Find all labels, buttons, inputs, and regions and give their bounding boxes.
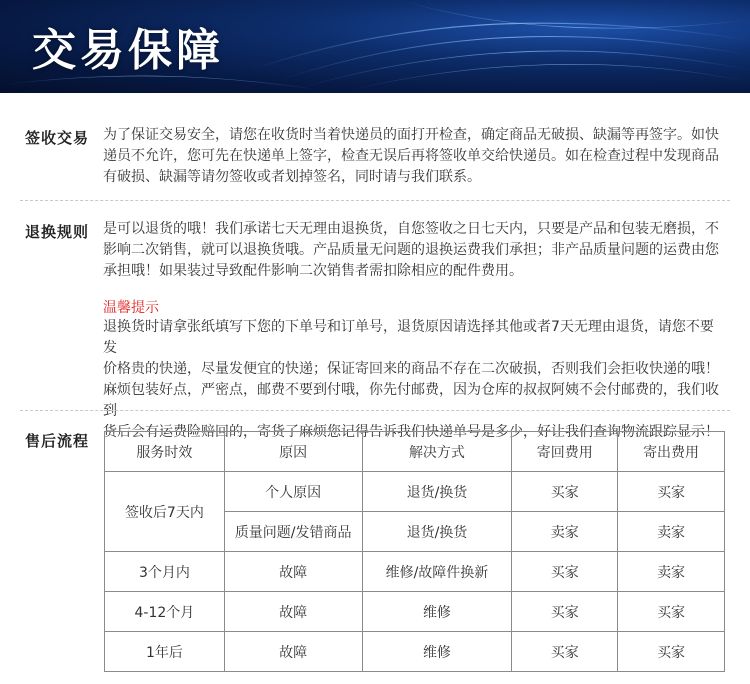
section-divider — [20, 200, 730, 201]
header-cell: 寄回费用 — [512, 432, 618, 472]
table-cell: 买家 — [618, 632, 725, 672]
table-cell: 卖家 — [618, 552, 725, 592]
header-cell: 解决方式 — [362, 432, 512, 472]
table-header-row — [105, 432, 725, 472]
aftersale-section-label: 售后流程 — [25, 432, 90, 450]
warm-tip-paragraph — [103, 317, 725, 443]
table-cell: 维修/故障件换新 — [362, 552, 512, 592]
warm-tip-title: 温馨提示 — [103, 300, 159, 316]
table-cell: 故障 — [224, 632, 362, 672]
table-cell: 买家 — [512, 472, 618, 512]
table-cell: 故障 — [224, 552, 362, 592]
table-cell: 卖家 — [512, 512, 618, 552]
table-cell: 买家 — [512, 592, 618, 632]
table-cell: 卖家 — [618, 512, 725, 552]
period-cell: 签收后7天内 — [105, 472, 225, 552]
tip-line: 货后会有运费险赔回的，寄货了麻烦您记得告诉我们快递单号是多少，好让我们查询物流跟踪显示！ — [103, 424, 719, 440]
tip-line: 退换货时请拿张纸填写下您的下单号和订单号，退货原因请选择其他或者7天无理由退货，请您不要发 — [103, 319, 714, 356]
table-row — [105, 472, 725, 512]
table-cell: 个人原因 — [224, 472, 362, 512]
period-cell: 4-12个月 — [105, 592, 225, 632]
table-cell: 维修 — [362, 632, 512, 672]
table-cell: 质量问题/发错商品 — [224, 512, 362, 552]
table-cell: 买家 — [512, 552, 618, 592]
table-row — [105, 632, 725, 672]
header-cell: 原因 — [224, 432, 362, 472]
sign-line: 递员不允许，您可先在快递单上签字，检查无误后再将签收单交给快递员。如在检查过程中发现商品 — [103, 148, 719, 164]
sign-line: 有破损、缺漏等请勿签收或者划掉签名，同时请与我们联系。 — [103, 169, 481, 185]
table-cell: 维修 — [362, 592, 512, 632]
tip-line: 麻烦包装好点，严密点，邮费不要到付哦，你先付邮费，因为仓库的叔叔阿姨不会付邮费的，我们收到 — [103, 382, 719, 419]
aftersale-table — [104, 431, 725, 672]
table-cell: 退货/换货 — [362, 512, 512, 552]
header-cell: 服务时效 — [105, 432, 225, 472]
returns-paragraph — [103, 219, 725, 282]
sign-paragraph — [103, 125, 725, 188]
table-cell: 买家 — [512, 632, 618, 672]
sign-section-label: 签收交易 — [25, 129, 90, 147]
header-banner — [0, 0, 750, 93]
header-cell: 寄出费用 — [618, 432, 725, 472]
returns-line: 是可以退货的哦！我们承诺七天无理由退换货，自您签收之日七天内，只要是产品和包装无磨损，不 — [103, 221, 719, 237]
table-cell: 买家 — [618, 592, 725, 632]
tip-line: 价格贵的快递，尽量发便宜的快递；保证寄回来的商品不存在二次破损，否则我们会拒收快递的哦！ — [103, 361, 719, 377]
page-title: 交易保障 — [32, 25, 224, 76]
table-cell: 故障 — [224, 592, 362, 632]
sign-line: 为了保证交易安全，请您在收货时当着快递员的面打开检查，确定商品无破损、缺漏等再签字。如快 — [103, 127, 719, 143]
table-row — [105, 592, 725, 632]
period-cell: 3个月内 — [105, 552, 225, 592]
table-row — [105, 552, 725, 592]
period-cell: 1年后 — [105, 632, 225, 672]
section-divider — [20, 410, 730, 411]
returns-line: 影响二次销售，就可以退换货哦。产品质量无问题的退换运费我们承担；非产品质量问题的运费由您 — [103, 242, 719, 258]
returns-line: 承担哦！如果装过导致配件影响二次销售者需扣除相应的配件费用。 — [103, 263, 523, 279]
table-cell: 退货/换货 — [362, 472, 512, 512]
table-cell: 买家 — [618, 472, 725, 512]
returns-section-label: 退换规则 — [25, 223, 90, 241]
